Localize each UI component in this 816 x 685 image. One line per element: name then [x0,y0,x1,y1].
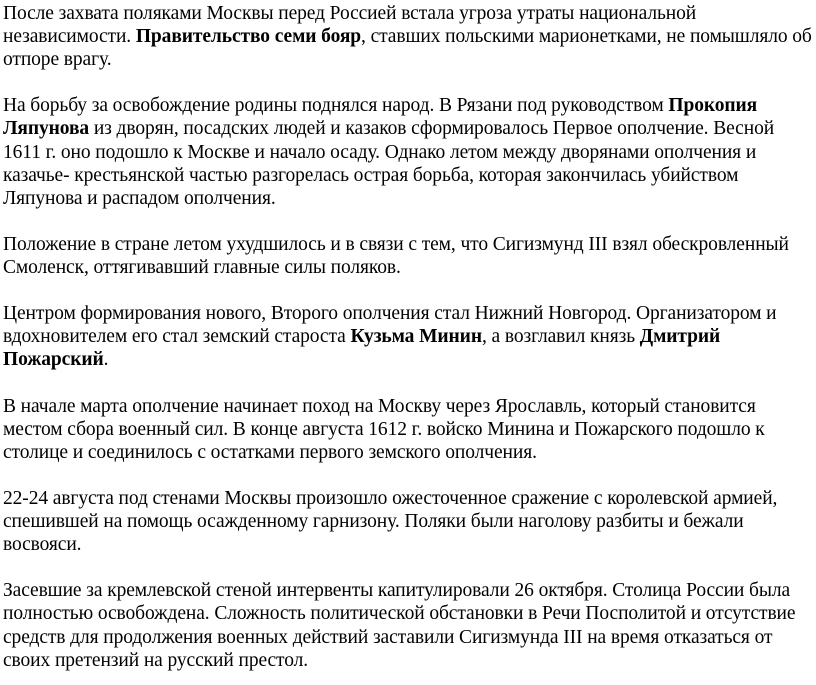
text-segment: из дворян, посадских людей и казаков сформировалось Первое ополчение. Весной 1611 г. оно подошло к Москве и начало осаду. Однако летом между дворянами ополчения и казачье- крестьянской частью разгорелась острая борьба, которая закончилась убийством Ляпунова и распадом ополчения. [3,118,775,209]
paragraph-smolensk [3,233,812,279]
bold-term-minin: Кузьма Минин [350,326,482,348]
text-segment: Центром формирования нового, Второго ополчения стал Нижний Новгород. Организатором и вдохновителем его стал земский староста [3,303,777,348]
text-segment: В начале марта ополчение начинает поход на Москву через Ярославль, который становится местом сбора военный сил. В конце августа 1612 г. войско Минина и Пожарского подошло к столице и соединилось с остатками первого земского ополчения. [3,395,765,463]
text-segment: Засевшие за кремлевской стеной интервенты капитулировали 26 октября. Столица России была полностью освобождена. Сложность политической обстановки в Речи Посполитой и отсутствие средств для продолжения военных действий заставили Сигизмунда III на время отказаться от своих претензий на русский престол. [3,580,796,671]
paragraph-battle [3,487,812,556]
bold-term-lyapunov: Прокопия Ляпунова [3,95,758,140]
text-segment: . [103,349,109,371]
text-segment: , а возглавил князь [481,326,640,348]
text-segment: , ставших польскими марионетками, не помышляло об отпоре врагу. [3,26,812,71]
paragraph-seven-boyars [3,2,812,71]
text-segment: 22-24 августа под стенами Москвы произошло ожесточенное сражение с королевской армией, спешившей на помощь осажденному гарнизону. Поляки были наголову разбиты и бежали восвояси. [3,487,778,556]
paragraph-first-militia [3,94,812,209]
text-segment: На борьбу за освобождение родины поднялся народ. В Рязани под руководством [3,95,669,117]
paragraph-second-militia [3,302,812,371]
text-segment: Положение в стране летом ухудшилось и в связи с тем, что Сигизмунд III взял обескровленный Смоленск, оттягивавший главные силы поляков. [3,233,789,279]
text-segment: После захвата поляками Москвы перед Россией встала угроза утраты национальной независимости. [3,3,697,48]
bold-term-pozharsky: Дмитрий Пожарский [3,326,721,371]
paragraph-march-to-moscow [3,395,812,464]
bold-term-seven-boyars: Правительство семи бояр [135,26,362,48]
paragraph-liberation [3,579,812,671]
